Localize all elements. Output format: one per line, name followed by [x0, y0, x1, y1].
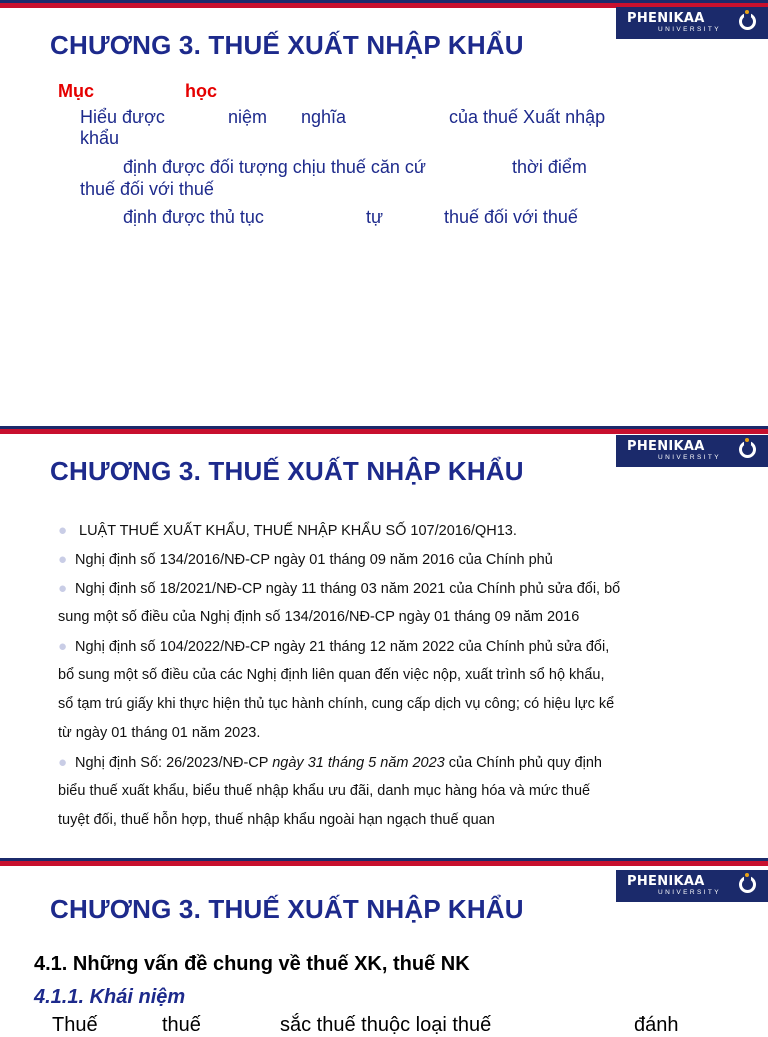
cut-off-text-word: đánh [634, 1014, 679, 1036]
phenikaa-logo: PHENIKAA UNIVERSITY [616, 435, 768, 467]
bullet-icon: ● [58, 638, 68, 655]
reference-1: ● LUẬT THUẾ XUẤT KHẨU, THUẾ NHẬP KHẨU SỐ 107/2016/QH13. [58, 522, 517, 539]
slide-title: CHƯƠNG 3. THUẾ XUẤT NHẬP KHẨU [50, 894, 524, 924]
reference-5: ● Nghị định Số: 26/2023/NĐ-CP ngày 31 tháng 5 năm 2023 của Chính phủ quy định [58, 754, 602, 771]
slide-2: PHENIKAA UNIVERSITY CHƯƠNG 3. THUẾ XUẤT NHẬP KHẨU ● LUẬT THUẾ XUẤT KHẨU, THUẾ NHẬP KHẨU SỐ 107/2016/QH13. ● Nghị định số 134/2016/NĐ-CP ngày 01 tháng 09 năm 2016 của Chính phủ ● Nghị định số 18/2021/NĐ-CP ngày 11 tháng 03 năm 2021 của Chính phủ sửa đổi, bổ sung một số điều của Nghị định số 134/2016/NĐ-CP ngày 01 tháng 09 năm 2016 ● Nghị định số 104/2022/NĐ-CP ngày 21 tháng 12 năm 2022 của Chính phủ sửa đổi, bổ sung một số điều của các Nghị định liên quan đến việc nộp, xuất trình sổ hộ khẩu, sổ tạm trú giấy khi thực hiện thủ tục hành chính, cung cấp dịch vụ công; có hiệu lực kể từ ngày 01 tháng 01 năm 2023. ● Nghị định Số: 26/2023/NĐ-CP ngày 31 tháng 5 năm 2023 của Chính phủ quy định biểu thuế xuất khẩu, biểu thuế nhập khẩu ưu đãi, danh mục hàng hóa và mức thuế tuyệt đối, thuế hỗn hợp, thuế nhập khẩu ngoài hạn ngạch thuế quan [0, 426, 768, 850]
cut-off-text-word: thuế [162, 1014, 201, 1036]
phenikaa-logo: PHENIKAA UNIVERSITY [616, 7, 768, 39]
slide-1: PHENIKAA UNIVERSITY CHƯƠNG 3. THUẾ XUẤT NHẬP KHẨU Mục học Hiểu được niệm nghĩa của thuế Xuất nhập khẩu định được đối tượng chịu thuế căn cứ thời điểm thuế đối với thuế định được thủ tục tự thuế đối với thuế [0, 0, 768, 420]
slide-title: CHƯƠNG 3. THUẾ XUẤT NHẬP KHẨU [50, 456, 524, 486]
slide-title: CHƯƠNG 3. THUẾ XUẤT NHẬP KHẨU [50, 30, 524, 60]
slide-2-top-bar [0, 426, 768, 434]
reference-3: ● Nghị định số 18/2021/NĐ-CP ngày 11 tháng 03 năm 2021 của Chính phủ sửa đổi, bổ [58, 580, 621, 597]
cut-off-text-word: Thuế [52, 1014, 98, 1036]
cut-off-text-word: sắc thuế thuộc loại thuế [280, 1014, 492, 1036]
reference-4: ● Nghị định số 104/2022/NĐ-CP ngày 21 tháng 12 năm 2022 của Chính phủ sửa đổi, [58, 638, 610, 655]
reference-2: ● Nghị định số 134/2016/NĐ-CP ngày 01 tháng 09 năm 2016 của Chính phủ [58, 551, 553, 568]
bullet-icon: ● [58, 551, 68, 568]
slide-3-top-bar [0, 858, 768, 866]
subsection-heading: 4.1.1. Khái niệm [34, 986, 186, 1008]
bullet-icon: ● [58, 522, 68, 539]
phenikaa-logo: PHENIKAA UNIVERSITY [616, 870, 768, 902]
section-heading: 4.1. Những vấn đề chung về thuế XK, thuế NK [34, 953, 470, 975]
bullet-icon: ● [58, 754, 68, 771]
bullet-icon: ● [58, 580, 68, 597]
